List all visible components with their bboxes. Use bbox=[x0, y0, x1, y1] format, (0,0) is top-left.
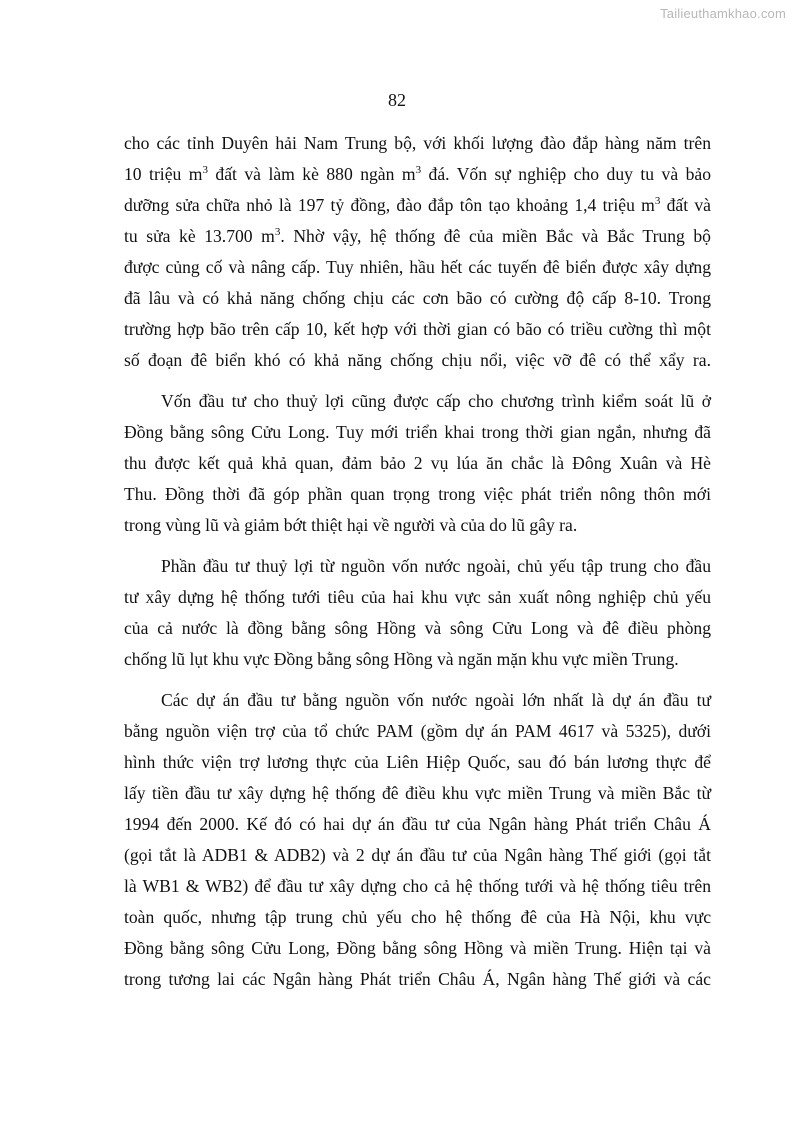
text-line: Đồng bằng sông Cửu Long. Tuy mới triển khai trong thời gian ngắn, nhưng đã bbox=[124, 422, 711, 442]
text-line: 1994 đến 2000. Kế đó có hai dự án đầu tư của Ngân hàng Phát triển Châu Á bbox=[124, 814, 711, 834]
text-line: số đoạn đê biển khó có khả năng chống chịu nổi, việc vỡ đê có thể xẩy ra. bbox=[124, 350, 711, 370]
text-line: trường hợp bão trên cấp 10, kết hợp với thời gian có bão có triều cường thì một bbox=[124, 319, 711, 339]
text-line: là WB1 & WB2) để đầu tư xây dựng cho cả hệ thống tưới và hệ thống tiêu trên bbox=[124, 876, 711, 896]
text-line: 10 triệu $m^3$ đất và làm kè 880 ngàn $m^3$ đá. Vốn sự nghiệp cho duy tu và bảo bbox=[124, 164, 711, 184]
watermark: Tailieuthamkhao.com bbox=[660, 6, 786, 21]
text-line: trong tương lai các Ngân hàng Phát triển Châu Á, Ngân hàng Thế giới và các bbox=[124, 969, 711, 989]
text-line: bằng nguồn viện trợ của tổ chức PAM (gồm dự án PAM 4617 và 5325), dưới bbox=[124, 721, 711, 741]
body-text bbox=[124, 128, 711, 1005]
paragraph-4 bbox=[124, 685, 711, 995]
text-line: dưỡng sửa chữa nhỏ là 197 tỷ đồng, đào đắp tôn tạo khoảng 1,4 triệu $m^3$ đất và bbox=[124, 195, 711, 215]
text-line: Phần đầu tư thuỷ lợi từ nguồn vốn nước ngoài, chủ yếu tập trung cho đầu bbox=[161, 556, 711, 576]
text-line: đã lâu và có khả năng chống chịu các cơn bão có cường độ cấp 8-10. Trong bbox=[124, 288, 711, 308]
text-line: toàn quốc, nhưng tập trung chủ yếu cho hệ thống đê của Hà Nội, khu vực bbox=[124, 907, 711, 927]
text-line: (gọi tắt là ADB1 & ADB2) và 2 dự án đầu tư của Ngân hàng Thế giới (gọi tắt bbox=[124, 845, 711, 865]
paragraph-1 bbox=[124, 128, 711, 376]
text-line: chống lũ lụt khu vực Đồng bằng sông Hồng và ngăn mặn khu vực miền Trung. bbox=[124, 649, 679, 669]
text-line: tu sửa kè 13.700 $m^3$. Nhờ vậy, hệ thống đê của miền Bắc và Bắc Trung bộ bbox=[124, 226, 711, 246]
text-line: Đồng bằng sông Cửu Long, Đồng bằng sông Hồng và miền Trung. Hiện tại và bbox=[124, 938, 711, 958]
text-line: Vốn đầu tư cho thuỷ lợi cũng được cấp cho chương trình kiểm soát lũ ở bbox=[161, 391, 711, 411]
text-line: tư xây dựng hệ thống tưới tiêu của hai khu vực sản xuất nông nghiệp chủ yếu bbox=[124, 587, 711, 607]
paragraph-2 bbox=[124, 386, 711, 541]
text-line: hình thức viện trợ lương thực của Liên Hiệp Quốc, sau đó bán lương thực để bbox=[124, 752, 711, 772]
text-line: lấy tiền đầu tư xây dựng hệ thống đê điều khu vực miền Trung và miền Bắc từ bbox=[124, 783, 711, 803]
text-line: thu được kết quả khả quan, đảm bảo 2 vụ lúa ăn chắc là Đông Xuân và Hè bbox=[124, 453, 711, 473]
text-line: cho các tỉnh Duyên hải Nam Trung bộ, với khối lượng đào đắp hàng năm trên bbox=[124, 133, 711, 153]
text-line: Các dự án đầu tư bằng nguồn vốn nước ngoài lớn nhất là dự án đầu tư bbox=[161, 690, 711, 710]
paragraph-3 bbox=[124, 551, 711, 675]
text-line: được củng cố và nâng cấp. Tuy nhiên, hầu hết các tuyến đê biển được xây dựng bbox=[124, 257, 711, 277]
page-number: 82 bbox=[388, 90, 406, 110]
text-line: Thu. Đồng thời đã góp phần quan trọng trong việc phát triển nông thôn mới bbox=[124, 484, 711, 504]
text-line: của cả nước là đồng bằng sông Hồng và sông Cửu Long và đê điều phòng bbox=[124, 618, 711, 638]
text-line: trong vùng lũ và giảm bớt thiệt hại về người và của do lũ gây ra. bbox=[124, 515, 578, 535]
